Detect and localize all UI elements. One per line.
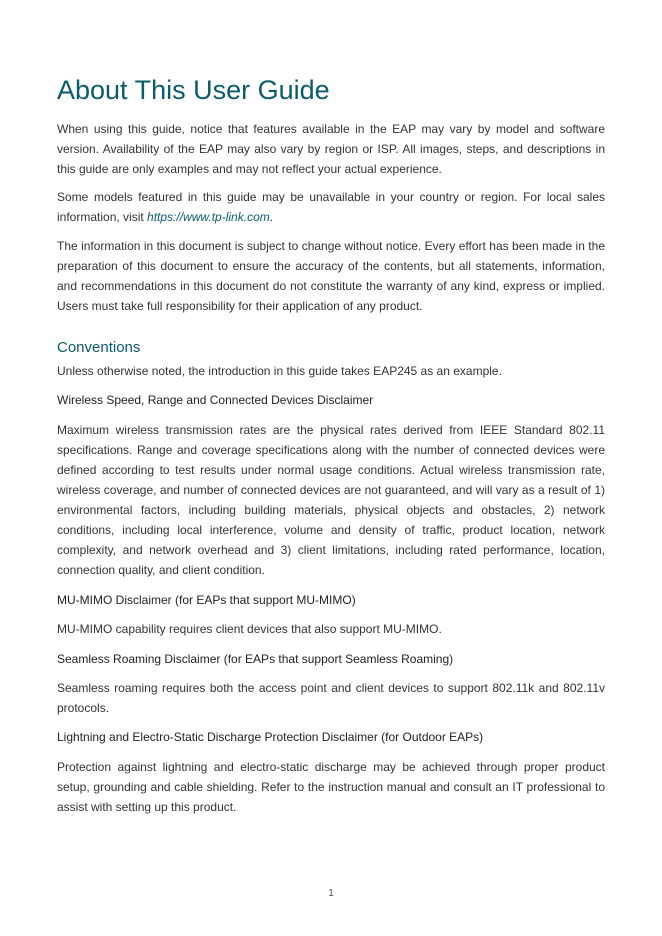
roaming-disclaimer-text: Seamless roaming requires both the access point and client devices to support 802.11k and 802.11v protocols. xyxy=(57,681,605,715)
lightning-disclaimer-heading: Lightning and Electro-Static Discharge Protection Disclaimer (for Outdoor EAPs) xyxy=(57,730,484,744)
mumimo-disclaimer-heading: MU-MIMO Disclaimer (for EAPs that support MU-MIMO) xyxy=(57,593,356,607)
conventions-text: Unless otherwise noted, the introduction in this guide takes EAP245 as an example. xyxy=(57,364,502,378)
period: . xyxy=(269,210,274,224)
mumimo-disclaimer-text: MU-MIMO capability requires client devices that also support MU-MIMO. xyxy=(57,622,442,636)
roaming-disclaimer-heading: Seamless Roaming Disclaimer (for EAPs that support Seamless Roaming) xyxy=(57,652,454,666)
wireless-disclaimer-heading: Wireless Speed, Range and Connected Devices Disclaimer xyxy=(57,393,374,407)
page-title: About This User Guide xyxy=(57,75,330,105)
availability-text: Some models featured in this guide may be unavailable in your country or region. For local sales information, visit xyxy=(57,190,605,224)
conventions-heading: Conventions xyxy=(57,339,141,356)
tp-link-link[interactable]: https://www.tp-link.com xyxy=(147,210,270,224)
availability-paragraph xyxy=(57,187,605,227)
lightning-disclaimer-text: Protection against lightning and electro-static discharge may be achieved through proper product setup, grounding and cable shielding. Refer to the instruction manual and consult an IT professional to assist with setting up this product. xyxy=(57,760,605,814)
intro-paragraph: When using this guide, notice that features available in the EAP may vary by model and software version. Availability of the EAP may also vary by region or ISP. All images, steps, and descriptions in this guide are only examples and may not reflect your actual experience. xyxy=(57,122,605,176)
page-number: 1 xyxy=(328,888,334,899)
disclaimer-paragraph: The information in this document is subject to change without notice. Every effort has been made in the preparation of this document to ensure the accuracy of the contents, but all statements, information, and recommendations in this document do not constitute the warranty of any kind, express or implied. Users must take full responsibility for their application of any product. xyxy=(57,239,605,313)
wireless-disclaimer-text: Maximum wireless transmission rates are the physical rates derived from IEEE Standard 802.11 specifications. Range and coverage specifications along with the number of connected devices were defined according to test results under normal usage conditions. Actual wireless transmission rate, wireless coverage, and number of connected devices are not guaranteed, and will vary as a result of 1) environmental factors, including building materials, physical objects and obstacles, 2) network conditions, including local interference, volume and density of traffic, product location, network complexity, and network overhead and 3) client limitations, including rated performance, location, connection quality, and client condition. xyxy=(57,423,605,577)
